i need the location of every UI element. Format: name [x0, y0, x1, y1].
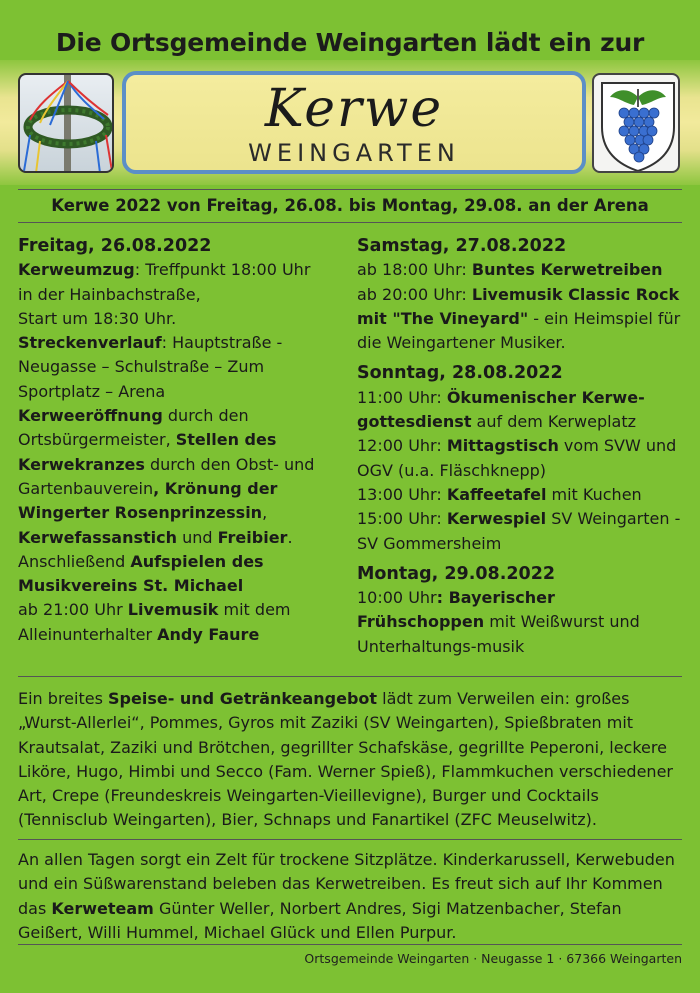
coat-of-arms [592, 73, 680, 173]
page-headline: Die Ortsgemeinde Weingarten lädt ein zur [55, 28, 645, 57]
day-heading-sunday: Sonntag, 28.08.2022 [357, 363, 563, 384]
food-paragraph [18, 687, 682, 833]
sun-label-2: Mittagstisch [446, 436, 559, 456]
sat-time-1: ab 18:00 Uhr: [357, 260, 472, 280]
divider [18, 839, 682, 840]
mon-label-1: : Bayerischer Frühschoppen [357, 588, 555, 632]
route-label: Streckenverlauf [18, 333, 162, 353]
day-heading-friday: Freitag, 26.08.2022 [18, 236, 212, 256]
team-label: Kerweteam [51, 898, 154, 918]
crown-text: , [262, 503, 268, 523]
sun-time-2: 12:00 Uhr: [357, 436, 447, 456]
divider [18, 676, 682, 677]
opening-label: Kerweeröffnung [18, 406, 163, 426]
day-heading-monday: Montag, 29.08.2022 [357, 563, 556, 584]
sun-text-4: SV Weingarten - SV Gommersheim [357, 509, 681, 553]
anschl-text: Anschließend [18, 551, 131, 571]
food-text: lädt zum Verweilen ein: großes „Wurst-Allerlei“, Pommes, Gyros mit Zaziki (SV Weingarten), Spießbraten mit Krautsalat, Zaziki und Brötchen, gegrillter Schafskäse, gegrillte Peperoni, leckere Liköre, Hugo, Himbi und Secco (Fam. Werner Spieß), Flammkuchen verschiedener Art, Crepe (Freundeskreis Weingarten-Vieillevigne), Burger und Cocktails (Tennisclub Weingarten), Bier, Schnaps und Fanartikel (ZFC Meuselwitz). [18, 689, 673, 830]
weekend-program [357, 234, 682, 659]
sunday-text [357, 386, 682, 556]
live-text: mit dem Alleinunterhalter [18, 600, 291, 644]
sun-label-4: Kerwespiel [446, 509, 547, 529]
sun-time-1: 11:00 Uhr: [357, 387, 447, 407]
logo-title: Kerwe [264, 79, 444, 139]
food-intro: Ein breites [18, 689, 108, 708]
artist: Andy Faure [157, 624, 260, 644]
mon-text-1: mit Weißwurst und Unterhaltungs-musik [357, 612, 640, 656]
umzug-start: Start um 18:30 Uhr. [18, 308, 177, 328]
divider [18, 189, 682, 190]
sun-label-1: Ökumenischer Kerwe-gottesdienst [357, 387, 645, 432]
freibier-end: . [287, 527, 293, 547]
umzug-text: : Treffpunkt 18:00 Uhr in der Hainbachstraße, [18, 260, 311, 304]
kerwe-logo [122, 71, 586, 174]
sat-label-2: Livemusik Classic Rock mit "The Vineyard" [357, 284, 680, 328]
kranz-label: Stellen des Kerwekranzes [18, 430, 277, 474]
day-heading-saturday: Samstag, 27.08.2022 [357, 236, 567, 256]
sat-text-2: - ein Heimspiel für die Weingartener Musiker. [357, 308, 681, 353]
sun-time-3: 13:00 Uhr: [357, 484, 447, 504]
sun-text-2: vom SVW und OGV (u.a. Fläschknepp) [357, 436, 677, 480]
closing-paragraph [18, 848, 682, 945]
divider [18, 944, 682, 945]
logo-subtitle: WEINGARTEN [248, 139, 460, 167]
event-dates: Kerwe 2022 von Freitag, 26.08. bis Montag, 29.08. an der Arena [51, 196, 649, 215]
sun-label-3: Kaffeetafel [446, 484, 547, 504]
sun-time-4: 15:00 Uhr: [357, 509, 447, 529]
umzug-label: Kerweumzug [18, 260, 135, 280]
fass-and: und [177, 527, 218, 547]
fass-label: Kerwefassanstich [18, 527, 178, 547]
route-text: : Hauptstraße - Neugasse – Schulstraße – Zum Sportplatz – Arena [18, 333, 283, 401]
kerwe-wreath-photo [18, 73, 114, 173]
sat-label-1: Buntes Kerwetreiben [471, 260, 663, 280]
friday-program [18, 234, 330, 647]
freibier-label: Freibier [217, 527, 288, 547]
team-text: Günter Weller, Norbert Andres, Sigi Matzenbacher, Stefan Geißert, Willi Hummel, Michael Glück und Ellen Purpur. [18, 898, 622, 942]
kranz-text: durch den Obst- und Gartenbauverein [18, 454, 315, 498]
mon-time-1: 10:00 Uhr [357, 588, 437, 608]
sun-text-1: auf dem Kerweplatz [471, 412, 637, 432]
food-label: Speise- und Getränkeangebot [108, 689, 378, 708]
sat-time-2: ab 20:00 Uhr: [357, 284, 472, 304]
footer-address: Ortsgemeinde Weingarten · Neugasse 1 · 67366 Weingarten [304, 951, 682, 966]
saturday-text [357, 258, 682, 355]
sun-text-3: mit Kuchen [546, 484, 642, 504]
divider [18, 222, 682, 223]
music-label: Aufspielen des Musikvereins St. Michael [18, 551, 264, 596]
grape-coat-of-arms-icon [594, 75, 680, 173]
opening-text: durch den Ortsbürgermeister, [18, 406, 249, 450]
closing-text: An allen Tagen sorgt ein Zelt für trockene Sitzplätze. Kinderkarussell, Kerwebuden und ein Süßwarenstand beleben das Kerwetreiben. Es freut sich auf Ihr Kommen das [18, 850, 675, 918]
wreath-icon [20, 75, 114, 173]
monday-text [357, 586, 682, 659]
live-time: ab 21:00 Uhr [18, 600, 128, 620]
live-label: Livemusik [127, 600, 219, 620]
friday-text [18, 258, 330, 647]
crown-label: , Krönung der Wingerter Rosenprinzessin [18, 478, 278, 523]
